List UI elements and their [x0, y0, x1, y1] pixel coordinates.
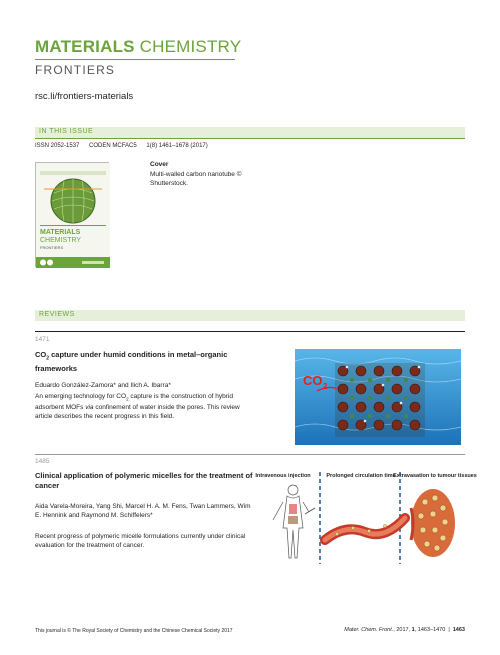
article-1-title-link[interactable]: [35, 350, 255, 374]
micelle-artwork: [255, 468, 477, 566]
footer-citation-rest: , 2017,: [393, 627, 412, 633]
article-1-title-sub: 2: [46, 355, 50, 362]
co2-label: CO: [303, 373, 323, 388]
coden: CODEN MCFAC5: [89, 143, 137, 149]
in-this-issue-heading: IN THIS ISSUE: [39, 128, 94, 135]
article-1-abstract: [35, 392, 255, 421]
issn-line: [35, 143, 216, 149]
article-1-abstract-1: An emerging technology for CO: [35, 393, 127, 400]
co2-label-sub: 2: [323, 382, 328, 391]
footer-citation-journal: Mater. Chem. Front.: [344, 627, 394, 633]
article-2-authors: Aida Varela-Moreira, Yang Shi, Marcel H. A. M. Fens, Twan Lammers, Wim E. Hennink and Raymond M. Schiffelers*: [35, 503, 251, 519]
title-rule: [35, 59, 235, 60]
article-1-title-post: capture under humid conditions in metal–organic frameworks: [35, 350, 228, 373]
journal-subtitle: FRONTIERS: [35, 63, 116, 77]
cover-title-2: CHEMISTRY: [40, 237, 82, 244]
footer-citation-pages: , 1463–1470: [414, 627, 446, 633]
footer-citation-volume: 1: [411, 627, 415, 633]
journal-title-bold: MATERIALS: [35, 37, 135, 56]
article-2-abstract: Recent progress of polymeric micelle formulations currently under clinical evaluation for the treatment of cancer.: [35, 533, 246, 549]
article-1-graphic[interactable]: [295, 349, 461, 445]
reviews-bar: [35, 310, 465, 321]
in-this-issue-bar: [35, 127, 465, 138]
cover-description: Multi-walled carbon nanotube © Shutterstock.: [150, 171, 242, 187]
graphic-label-1: Intravenous injection: [255, 473, 311, 479]
footer-page-number: 1463: [452, 627, 465, 633]
cover-image[interactable]: [35, 162, 109, 267]
footer-copyright: This journal is © The Royal Society of Chemistry and the Chinese Chemical Society 2017: [35, 628, 233, 634]
cover-title-3: FRONTIERS: [40, 245, 64, 250]
article-2-graphic[interactable]: [255, 468, 477, 566]
reviews-heading: REVIEWS: [39, 311, 75, 318]
journal-url-link[interactable]: rsc.li/frontiers-materials: [35, 91, 134, 102]
article-1-abstract-sub: 2: [126, 396, 129, 402]
article-1-abstract-3: confinement of water inside the pores. This review article describes the recent progress in this field.: [35, 404, 240, 421]
graphic-label-3: Extravasation to tumour tissues: [393, 473, 477, 479]
volume-info: 1(8) 1461–1678 (2017): [146, 143, 208, 149]
article-1-authors: Eduardo González-Zamora* and Ilich A. Ibarra*: [35, 382, 171, 389]
journal-title: [35, 38, 241, 55]
graphic-label-2: Prolonged circulation time: [326, 473, 396, 479]
article-1-title-pre: CO: [35, 350, 47, 359]
article-1-page: 1471: [35, 336, 50, 343]
cover-artwork: [36, 163, 110, 268]
article-divider: [35, 454, 465, 455]
article-2-title-link[interactable]: Clinical application of polymeric micelles for the treatment of cancer: [35, 471, 253, 490]
cover-title-1: MATERIALS: [40, 229, 81, 236]
article-1-abstract-italic: via: [85, 404, 94, 412]
article-1-abstract-2: capture is the construction of hybrid adsorbent MOFs: [35, 393, 233, 412]
reviews-divider: [35, 331, 465, 332]
section-divider: [35, 138, 465, 139]
mof-water-artwork: [295, 349, 461, 445]
footer-citation: Mater. Chem. Front., 2017, 1, 1463–1470 | 1463: [344, 627, 465, 633]
journal-title-light: CHEMISTRY: [139, 37, 242, 56]
article-2-page: 1485: [35, 458, 50, 465]
issn: ISSN 2052-1537: [35, 143, 80, 149]
cover-label: Cover: [150, 161, 169, 168]
